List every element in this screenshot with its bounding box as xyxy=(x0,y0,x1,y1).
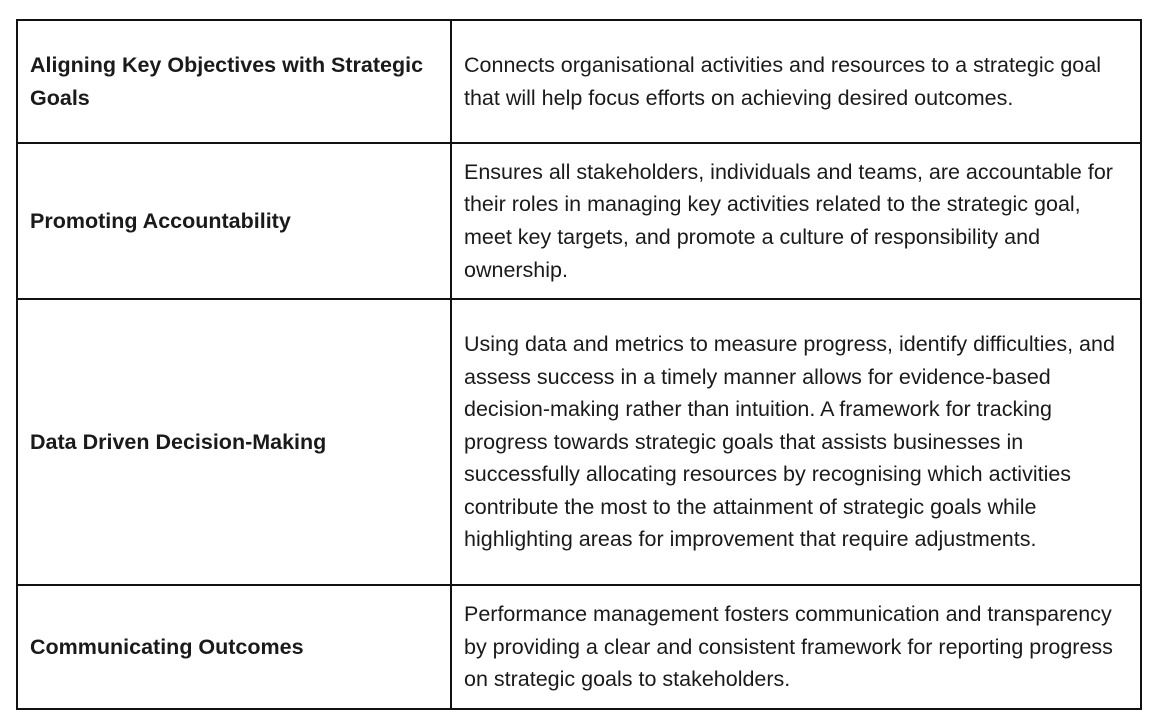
description-cell: Performance management fosters communication and transparency by providing a clear and consistent framework for reporting progress on strategic goals to stakeholders. xyxy=(451,585,1141,709)
table-row xyxy=(17,143,1141,299)
term-cell: Promoting Accountability xyxy=(17,143,451,299)
description-cell: Using data and metrics to measure progress, identify difficulties, and assess success in a timely manner allows for evidence-based decision-making rather than intuition. A framework for tracking progress towards strategic goals that assists businesses in successfully allocating resources by recognising which activities contribute the most to the attainment of strategic goals while highlighting areas for improvement that require adjustments. xyxy=(451,299,1141,585)
benefits-table xyxy=(16,19,1142,710)
term-cell: Data Driven Decision-Making xyxy=(17,299,451,585)
term-cell: Communicating Outcomes xyxy=(17,585,451,709)
description-cell: Ensures all stakeholders, individuals and teams, are accountable for their roles in managing key activities related to the strategic goal, meet key targets, and promote a culture of responsibility and ownership. xyxy=(451,143,1141,299)
table-row xyxy=(17,299,1141,585)
term-cell: Aligning Key Objectives with Strategic Goals xyxy=(17,20,451,143)
table-body xyxy=(17,20,1141,709)
description-cell: Connects organisational activities and resources to a strategic goal that will help focus efforts on achieving desired outcomes. xyxy=(451,20,1141,143)
table-row xyxy=(17,585,1141,709)
table-row xyxy=(17,20,1141,143)
